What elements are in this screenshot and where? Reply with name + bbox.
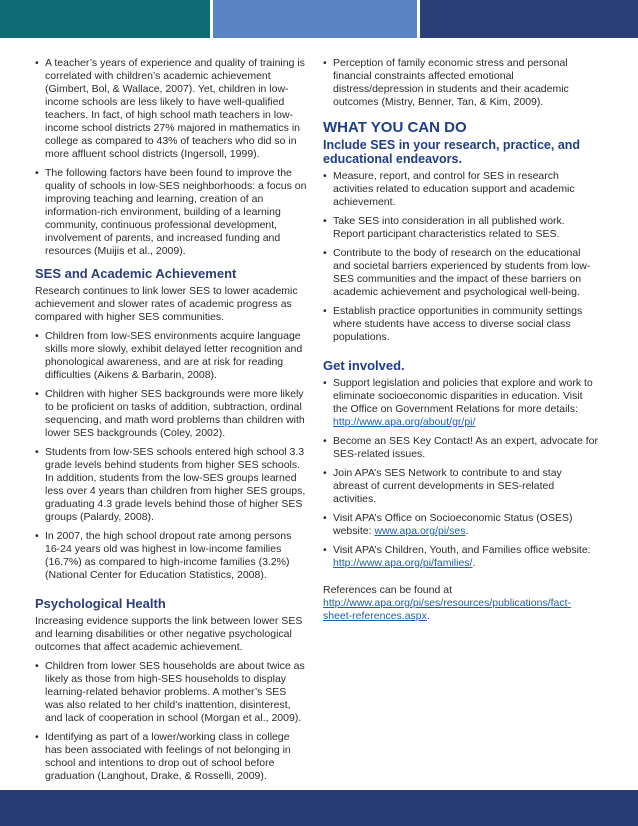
- list-item: • The following factors have been found to improve the quality of schools in low-SES neighborhoods: a focus on improving teaching and learning, creation of an information-rich environment, building of a learning community, continuous professional development, involvement of parents, and increased funding and resources (Muijis et al., 2009).: [35, 167, 307, 258]
- item-text: Visit APA’s Office on Socioeconomic Status (OSES) website:: [333, 512, 573, 537]
- list-item: • Students from low-SES schools entered high school 3.3 grade levels behind students from higher SES schools. In addition, students from the low-SES groups learned less over 4 years than children from higher SES groups, graduating 4.3 grade levels behind those of higher SES groups (Palardy, 2008).: [35, 446, 307, 524]
- left-column: [35, 57, 307, 789]
- get-involved-heading: Get involved.: [323, 358, 405, 373]
- intro-bullet-list: [35, 57, 307, 258]
- references-text: References can be found at: [323, 584, 453, 596]
- item-text: Join APA’s SES Network to contribute to and stay abreast of current developments in SES-related activities.: [333, 467, 562, 505]
- list-item: [323, 435, 599, 461]
- references-paragraph: [323, 584, 599, 623]
- list-item: • Establish practice opportunities in community settings where students have access to diverse social class populations.: [323, 305, 599, 344]
- top-bar-teal-segment: [0, 0, 210, 38]
- academic-bullet-list: [35, 330, 307, 582]
- list-item: • Measure, report, and control for SES in research activities related to education support and academic achievement.: [323, 170, 599, 209]
- list-item: • Identifying as part of a lower/working class in college has been associated with feelings of not belonging in school and intentions to drop out of school before graduation (Langhout, Drake, & Rosselli, 2009).: [35, 731, 307, 783]
- list-item: • Children from low-SES environments acquire language skills more slowly, exhibit delayed letter recognition and phonological awareness, and are at risk for reading difficulties (Aikens & Barbarin, 2008).: [35, 330, 307, 382]
- list-item: • Children with higher SES backgrounds were more likely to be proficient on tasks of addition, subtraction, ordinal sequencing, and math word problems than children with lower SES backgrounds (Coley, 2002).: [35, 388, 307, 440]
- academic-intro: Research continues to link lower SES to lower academic achievement and slower rates of academic progress as compared with higher SES communities.: [35, 285, 298, 323]
- gov-relations-link[interactable]: http://www.apa.org/about/gr/pi/: [333, 416, 476, 428]
- list-item: • Perception of family economic stress and personal financial constraints affected emotional distress/depression in students and their academic outcomes (Mistry, Benner, Tan, & Kim, 2009).: [323, 57, 599, 109]
- right-column: [323, 57, 599, 629]
- top-bar-navy-segment: [420, 0, 638, 38]
- list-item: • In 2007, the high school dropout rate among persons 16-24 years old was highest in low-income families (16.7%) as compared to high-income families (3.2%) (National Center for Education Statistics, 2008).: [35, 530, 307, 582]
- oses-link[interactable]: www.apa.org/pi/ses: [374, 525, 466, 537]
- references-link[interactable]: http://www.apa.org/pi/ses/resources/publications/fact-sheet-references.aspx: [323, 597, 572, 622]
- psych-heading: Psychological Health: [35, 596, 166, 611]
- link-suffix: .: [472, 557, 476, 569]
- psych-intro: Increasing evidence supports the link between lower SES and learning disabilities or other negative psychological outcomes that affect academic achievement.: [35, 615, 303, 653]
- academic-heading: SES and Academic Achievement: [35, 266, 237, 281]
- top-bullet-list: [323, 57, 599, 109]
- item-text: Support legislation and policies that explore and work to eliminate socioeconomic disparities in education. Visit the Office on Government Relations for more details:: [333, 377, 593, 415]
- get-involved-list: [323, 377, 599, 570]
- references-suffix: .: [426, 610, 430, 622]
- what-you-can-do-heading: WHAT YOU CAN DO: [323, 119, 467, 136]
- list-item: • A teacher’s years of experience and quality of training is correlated with children’s academic achievement (Gimbert, Bol, & Wallace, 2007). Yet, children in low-income schools are less likely to have well-qualified teachers. In fact, of high school math teachers in low-income school districts 27% majored in mathematics in college as compared to 43% of teachers who did so in more affluent school districts (Ingersoll, 1999).: [35, 57, 307, 161]
- include-bullet-list: [323, 170, 599, 344]
- top-color-bar: [0, 0, 638, 38]
- families-link[interactable]: http://www.apa.org/pi/families/: [333, 557, 473, 569]
- item-text: Become an SES Key Contact! As an expert, advocate for SES-related issues.: [333, 435, 598, 460]
- list-item: • Children from lower SES households are about twice as likely as those from high-SES households to display learning-related behavior problems. A mother’s SES was also related to her child’s inattention, disinterest, and lack of cooperation in school (Morgan et al., 2009).: [35, 660, 307, 725]
- item-text: Visit APA’s Children, Youth, and Families office website:: [333, 544, 591, 556]
- list-item: [323, 377, 599, 429]
- list-item: [323, 512, 599, 538]
- list-item: • Contribute to the body of research on the educational and societal barriers experienced by students from low-SES communities and the impact of these barriers on academic achievement and psychological well-being.: [323, 247, 599, 299]
- list-item: [323, 467, 599, 506]
- link-suffix: .: [465, 525, 469, 537]
- list-item: • Take SES into consideration in all published work. Report participant characteristics related to SES.: [323, 215, 599, 241]
- bottom-color-bar: [0, 790, 638, 826]
- psych-bullet-list: [35, 660, 307, 783]
- list-item: [323, 544, 599, 570]
- include-ses-heading: Include SES in your research, practice, and educational endeavors.: [323, 138, 581, 166]
- top-bar-blue-segment: [213, 0, 417, 38]
